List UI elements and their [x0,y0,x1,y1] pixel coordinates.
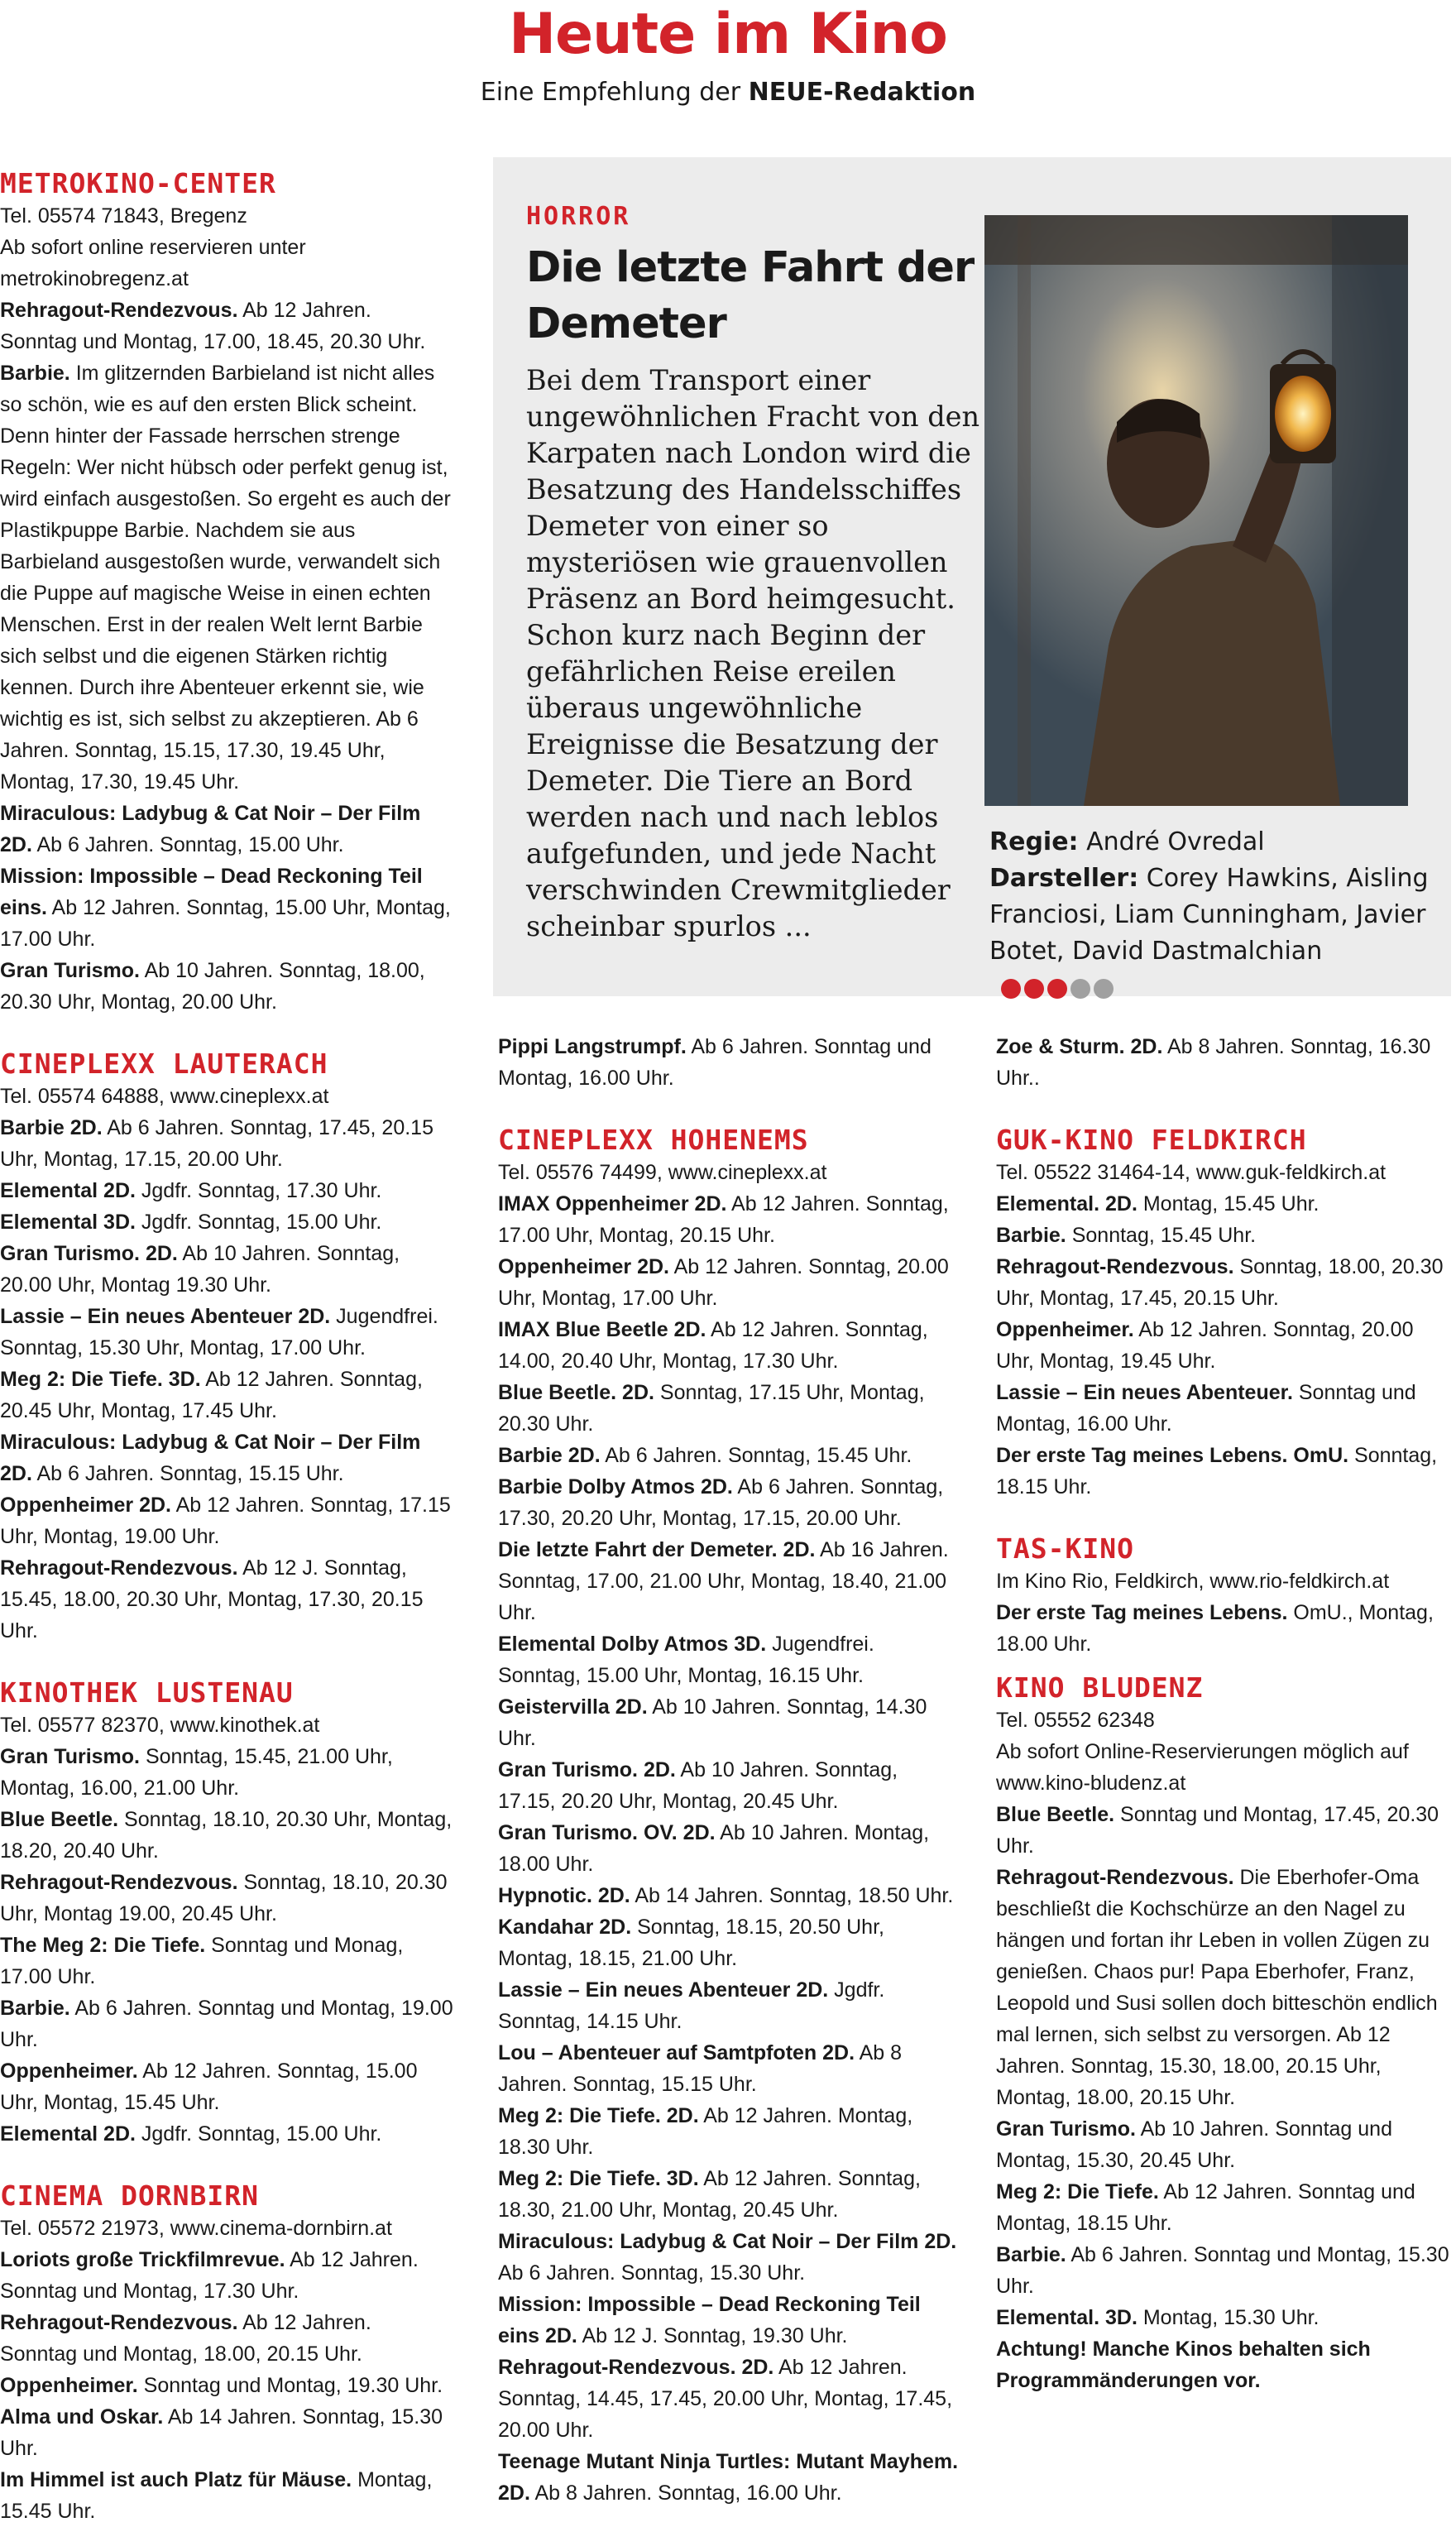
page-subtitle [0,78,1456,107]
film-title: IMAX Oppenheimer 2D. [498,1192,727,1216]
cinema-info: Tel. 05522 31464-14, www.guk-feldkirch.at [996,1161,1387,1184]
film-listing [498,2163,960,2226]
film-title: Elemental 3D. [0,1211,136,1234]
film-title: Elemental. 2D. [996,1192,1138,1216]
film-listing [0,1867,453,1930]
film-details: Montag, 15.30 Uhr. [1137,2306,1320,2329]
film-listing [498,2100,960,2163]
cinema-info: Ab sofort Online-Reservierungen möglich auf www.kino-bludenz.at [996,1740,1409,1795]
cinema-name: METROKINO-CENTER [0,167,276,199]
film-title: Gran Turismo. [0,959,141,982]
film-details: Montag, 15.45 Uhr. [0,2468,433,2523]
film-title: Lassie – Ein neues Abenteuer 2D. [0,1305,331,1328]
darsteller-label: Darsteller: [989,864,1139,893]
film-listing [498,1440,960,1471]
film-details: Sonntag und Monag, 17.00 Uhr. [0,1934,404,1988]
film-title: Lassie – Ein neues Abenteuer 2D. [498,1978,829,2002]
film-details: Ab 12 Jahren. Sonntag, 14.00, 20.40 Uhr, Montag, 17.30 Uhr. [498,1318,928,1373]
film-details: Sonntag, 18.15 Uhr. [996,1444,1438,1498]
film-listing [498,1534,960,1628]
col2-top-entries [498,1031,960,1094]
cinema-info: Tel. 05574 71843, Bregenz [0,204,247,228]
film-listing [0,1427,453,1489]
film-listing [996,1314,1456,1377]
film-title: Elemental 2D. [0,2122,136,2146]
rating-dots [1001,971,1117,1007]
film-listing [498,1911,960,1974]
featured-genre: HORROR [526,202,631,231]
film-listing [0,2118,453,2150]
column-right [996,1031,1456,2396]
film-listing [996,1377,1456,1440]
film-details: Sonntag, 18.10, 20.30 Uhr, Montag 19.00, 20.45 Uhr. [0,1871,448,1925]
film-details: Ab 12 Jahren. Sonntag und Montag, 17.30 Uhr. [0,2248,419,2303]
film-details: Ab 10 Jahren. Sonntag, 14.30 Uhr. [498,1695,927,1750]
col3-top-entries [996,1031,1456,1094]
film-listing [498,1754,960,1817]
film-listing [0,1804,453,1867]
film-details: Jugendfrei. Sonntag, 15.00 Uhr, Montag, 16.15 Uhr. [498,1633,874,1687]
film-title: Geistervilla 2D. [498,1695,648,1719]
film-photo-illustration [984,215,1408,806]
film-details: Ab 6 Jahren. Sonntag, 15.00 Uhr. [31,833,344,856]
film-listing [0,2370,453,2401]
film-listing [498,2037,960,2100]
cinema-name: CINEMA DORNBIRN [0,2179,260,2212]
film-details: Ab 6 Jahren. Sonntag und Montag, 15.30 Uhr. [996,2243,1449,2298]
film-listing [498,1628,960,1691]
film-details: Ab 12 Jahren. Sonntag, 20.00 Uhr, Montag, 19.45 Uhr. [996,1318,1414,1373]
film-details: Ab 14 Jahren. Sonntag, 18.50 Uhr. [630,1884,954,1907]
cinema-lustenau [0,1676,453,2150]
film-title: Oppenheimer 2D. [498,1255,669,1278]
cinema-name: KINO BLUDENZ [996,1671,1204,1704]
film-listing [498,2226,960,2289]
film-details: Ab 10 Jahren. Sonntag und Montag, 15.30, 20.45 Uhr. [996,2117,1392,2172]
film-title: Barbie 2D. [498,1444,601,1467]
film-listing [498,1817,960,1880]
rating-dot-filled [1047,979,1067,999]
film-title: Gran Turismo. [996,2117,1137,2141]
rating-dot-filled [1001,979,1021,999]
film-listing [0,1930,453,1992]
film-listing [498,1691,960,1754]
film-details: Jgdfr. Sonntag, 14.15 Uhr. [498,1978,885,2033]
film-title: Hypnotic. 2D. [498,1884,630,1907]
cinema-lauterach [0,1048,453,1647]
regie-label: Regie: [989,827,1079,856]
film-listing [0,2244,453,2307]
film-details: Ab 12 Jahren. Sonntag, 17.00 Uhr, Montag, 20.15 Uhr. [498,1192,949,1247]
film-details: Sonntag, 18.15, 20.50 Uhr, Montag, 18.15, 21.00 Uhr. [498,1916,884,1970]
featured-film-photo [984,215,1408,806]
featured-credits [989,824,1444,1007]
film-title: Miraculous: Ladybug & Cat Noir – Der Film 2D. [0,1431,421,1485]
film-listing [498,1471,960,1534]
film-details: Sonntag, 18.00, 20.30 Uhr, Montag, 17.45, 20.15 Uhr. [996,1255,1444,1310]
regie-value: André Ovredal [1086,827,1265,856]
program-change-note: Achtung! Manche Kinos behalten sich Programmänderungen vor. [996,2338,1371,2392]
film-details: Sonntag, 15.45, 21.00 Uhr, Montag, 16.00, 21.00 Uhr. [0,1745,393,1800]
film-title: Gran Turismo. 2D. [498,1758,676,1781]
film-details: Sonntag und Montag, 16.00 Uhr. [996,1381,1416,1436]
cinema-info: Ab sofort online reservieren unter metrokinobregenz.at [0,236,306,290]
film-details: Ab 12 Jahren. Sonntag, 18.30, 21.00 Uhr, Montag, 20.45 Uhr. [498,2167,921,2222]
film-title: Rehragout-Rendezvous. [0,2311,238,2334]
film-details: Ab 6 Jahren. Sonntag, 15.45 Uhr. [600,1444,912,1467]
column-left [0,156,453,2527]
film-title: Mission: Impossible – Dead Reckoning Teil eins. [0,865,423,919]
film-details: Montag, 15.45 Uhr. [1137,1192,1320,1216]
cinema-taskino [996,1532,1456,1660]
film-details: Ab 10 Jahren. Sonntag, 20.00 Uhr, Montag 19.30 Uhr. [0,1242,400,1297]
subtitle-bold: NEUE-Redaktion [748,78,976,107]
film-listing [498,1031,960,1094]
film-title: Elemental 2D. [0,1179,136,1202]
subtitle-prefix: Eine Empfehlung der [480,78,749,107]
film-details: Ab 14 Jahren. Sonntag, 15.30 Uhr. [0,2405,443,2460]
film-details: Ab 10 Jahren. Montag, 18.00 Uhr. [498,1821,930,1876]
film-details: Jgdfr. Sonntag, 15.00 Uhr. [135,1211,382,1234]
film-listing [0,2055,453,2118]
film-title: Oppenheimer. [0,2059,138,2083]
film-listing [996,1799,1456,1862]
film-title: Teenage Mutant Ninja Turtles: Mutant Mayhem. 2D. [498,2450,959,2505]
film-listing [996,1031,1456,1094]
film-title: Oppenheimer 2D. [0,1494,171,1517]
film-title: Alma und Oskar. [0,2405,164,2429]
film-listing [498,1974,960,2037]
featured-synopsis: Bei dem Transport einer ungewöhnlichen Fracht von den Karpaten nach London wird die Besatzung des Handelsschiffes Demeter von einer so mysteriösen wie grauenvollen Präsenz an Bord heimgesucht. Schon kurz nach Beginn der gefährlichen Reise ereilen überaus ungewöhnliche Ereignisse die Besatzung der Demeter. Die Tiere an Bord werden nach und nach leblos aufgefunden, und jede Nacht verschwinden Crewmitglieder scheinbar spurlos ... [526,364,980,942]
film-title: Blue Beetle. [0,1808,119,1831]
cinema-name: CINEPLEXX HOHENEMS [498,1124,809,1156]
film-listing [0,1301,453,1364]
film-details: Ab 6 Jahren. Sonntag, 17.45, 20.15 Uhr, Montag, 17.15, 20.00 Uhr. [0,1116,433,1171]
film-listing [0,2307,453,2370]
page-title: Heute im Kino [509,2,947,67]
film-details: Sonntag und Montag, 17.45, 20.30 Uhr. [996,1803,1439,1858]
film-listing [0,1238,453,1301]
cinema-name: CINEPLEXX LAUTERACH [0,1048,328,1080]
film-listing [0,1112,453,1175]
cinema-feldkirch [996,1124,1456,1503]
film-title: Gran Turismo. [0,1745,141,1768]
cinema-metrokino [0,167,453,1018]
film-details: Ab 16 Jahren. Sonntag, 17.00, 21.00 Uhr, Montag, 18.40, 21.00 Uhr. [498,1538,949,1624]
film-details: Ab 12 J. Sonntag, 15.45, 18.00, 20.30 Uhr, Montag, 17.30, 20.15 Uhr. [0,1556,424,1642]
cinema-info: Im Kino Rio, Feldkirch, www.rio-feldkirch.at [996,1570,1390,1593]
film-listing [0,955,453,1018]
film-listing [498,2446,960,2509]
film-title: Barbie. [0,362,70,385]
featured-title: Die letzte Fahrt der Demeter [526,243,975,348]
film-title: IMAX Blue Beetle 2D. [498,1318,706,1341]
film-details: Jgdfr. Sonntag, 15.00 Uhr. [135,2122,382,2146]
film-details: Ab 12 J. Sonntag, 19.30 Uhr. [577,2324,848,2347]
film-title: Lou – Abenteuer auf Samtpfoten 2D. [498,2041,855,2064]
film-title: Meg 2: Die Tiefe. 3D. [0,1368,201,1391]
cinema-info: Tel. 05574 64888, www.cineplexx.at [0,1085,329,1108]
film-details: Sonntag, 15.45 Uhr. [1066,1224,1257,1247]
film-details: Ab 12 Jahren. Sonntag, 15.00 Uhr, Montag, 17.00 Uhr. [0,896,451,951]
film-details: Im glitzernden Barbieland ist nicht alles so schön, wie es auf den ersten Blick scheint. Denn hinter der Fassade herrschen strenge Regeln: Wer nicht hübsch oder perfekt genug ist, wird einfach ausgestoßen. So ergeht es auch der Plastikpuppe Barbie. Nachdem sie aus Barbieland ausgestoßen wurde, verwandelt sich die Puppe auf magische Weise in einen echten Menschen. Erst in der realen Welt lernt Barbie sich selbst und die eigenen Stärken richtig kennen. Durch ihre Abenteuer erkennt sie, wie wichtig es ist, sich selbst zu akzeptieren. Ab 6 Jahren. Sonntag, 15.15, 17.30, 19.45 Uhr, Montag, 17.30, 19.45 Uhr. [0,362,451,794]
cinema-dornbirn [0,2179,453,2527]
film-title: Rehragout-Rendezvous. [996,1866,1234,1889]
film-title: Barbie 2D. [0,1116,103,1139]
cinema-name: KINOTHEK LUSTENAU [0,1676,294,1709]
film-title: Die letzte Fahrt der Demeter. 2D. [498,1538,816,1561]
film-listing [0,1175,453,1206]
film-listing [0,1992,453,2055]
film-title: Rehragout-Rendezvous. [996,1255,1234,1278]
film-title: Elemental. 3D. [996,2306,1138,2329]
film-details: Ab 12 Jahren. Sonntag, 20.00 Uhr, Montag, 17.00 Uhr. [498,1255,949,1310]
film-listing [996,1597,1456,1660]
film-title: Rehragout-Rendezvous. [0,299,238,322]
cinema-bludenz [996,1671,1456,2333]
film-details: Ab 8 Jahren. Sonntag, 15.15 Uhr. [498,2041,903,2096]
film-listing [996,2176,1456,2239]
film-title: Oppenheimer. [0,2374,138,2397]
film-title: Der erste Tag meines Lebens. [996,1601,1288,1624]
film-details: Ab 10 Jahren. Sonntag, 17.15, 20.20 Uhr, Montag, 20.45 Uhr. [498,1758,898,1813]
film-title: Lassie – Ein neues Abenteuer. [996,1381,1293,1404]
film-listing [996,1220,1456,1251]
film-listing [996,2239,1456,2302]
film-title: The Meg 2: Die Tiefe. [0,1934,206,1957]
film-listing [996,2302,1456,2333]
rating-dot-filled [1024,979,1044,999]
cinema-info: Tel. 05576 74499, www.cineplexx.at [498,1161,827,1184]
column-middle [498,1031,960,2509]
film-details: Jugendfrei. Sonntag, 15.30 Uhr, Montag, 17.00 Uhr. [0,1305,438,1359]
film-listing [0,861,453,955]
film-title: Barbie. [996,1224,1066,1247]
film-listing [498,2289,960,2352]
film-title: Miraculous: Ladybug & Cat Noir – Der Film 2D. [0,802,421,856]
film-title: Mission: Impossible – Dead Reckoning Teil eins 2D. [498,2293,921,2347]
film-listing [498,1314,960,1377]
film-details: Ab 6 Jahren. Sonntag, 15.15 Uhr. [31,1462,344,1485]
film-details: Ab 12 Jahren. Sonntag und Montag, 17.00, 18.45, 20.30 Uhr. [0,299,426,353]
film-listing [0,798,453,861]
film-title: Barbie. [0,1997,70,2020]
film-details: Ab 8 Jahren. Sonntag, 16.30 Uhr.. [996,1035,1431,1090]
film-listing [996,1440,1456,1503]
film-listing [498,1251,960,1314]
film-title: Miraculous: Ladybug & Cat Noir – Der Film 2D. [498,2230,957,2253]
film-details: Ab 6 Jahren. Sonntag, 15.30 Uhr. [498,2261,806,2285]
film-details: Ab 6 Jahren. Sonntag und Montag, 16.00 Uhr. [498,1035,932,1090]
film-details: Ab 8 Jahren. Sonntag, 16.00 Uhr. [529,2481,842,2505]
film-listing [0,1741,453,1804]
film-listing [996,1862,1456,2113]
cinema-info: Tel. 05552 62348 [996,1709,1155,1732]
film-title: Blue Beetle. 2D. [498,1381,654,1404]
film-details: Ab 12 Jahren. Sonntag, 15.00 Uhr, Montag, 15.45 Uhr. [0,2059,418,2114]
film-title: Rehragout-Rendezvous. [0,1871,238,1894]
film-title: Zoe & Sturm. 2D. [996,1035,1163,1058]
film-title: Rehragout-Rendezvous. [0,1556,238,1580]
film-details: Sonntag, 18.10, 20.30 Uhr, Montag, 18.20, 20.40 Uhr. [0,1808,453,1863]
film-title: Pippi Langstrumpf. [498,1035,687,1058]
film-listing [0,1206,453,1238]
film-details: Jgdfr. Sonntag, 17.30 Uhr. [135,1179,382,1202]
cinema-info: Tel. 05577 82370, www.kinothek.at [0,1714,320,1737]
film-details: Sonntag, 17.15 Uhr, Montag, 20.30 Uhr. [498,1381,925,1436]
film-details: Ab 6 Jahren. Sonntag und Montag, 19.00 Uhr. [0,1997,453,2051]
film-listing [0,2401,453,2464]
film-listing [498,1880,960,1911]
rating-dot-empty [1070,979,1090,999]
film-details: Die Eberhofer-Oma beschließt die Kochschürze an den Nagel zu hängen und fortan ihr Leben in vollen Zügen zu genießen. Chaos pur! Papa Eberhofer, Franz, Leopold und Susi sollen doch bitteschön endlich mal lernen, sich selbst zu versorgen. Ab 12 Jahren. Sonntag, 15.30, 18.00, 20.15 Uhr, Montag, 18.00, 20.15 Uhr. [996,1866,1438,2109]
cinema-name: TAS-KINO [996,1532,1134,1565]
film-listing [0,295,453,357]
rating-dot-empty [1094,979,1114,999]
film-title: Meg 2: Die Tiefe. 2D. [498,2104,699,2127]
film-listing [996,1188,1456,1220]
film-title: Loriots große Trickfilmrevue. [0,2248,285,2271]
film-listing [0,1552,453,1647]
film-details: Ab 12 Jahren. Sonntag und Montag, 18.15 Uhr. [996,2180,1415,2235]
film-details: Ab 12 Jahren. Montag, 18.30 Uhr. [498,2104,913,2159]
film-listing [996,2113,1456,2176]
film-title: Der erste Tag meines Lebens. OmU. [996,1444,1349,1467]
film-title: Blue Beetle. [996,1803,1115,1826]
darsteller-value: Corey Hawkins, Aisling Franciosi, Liam Cunningham, Javier Botet, David Dastmalchian [989,864,1429,966]
film-details: Ab 12 Jahren. Sonntag, 17.15 Uhr, Montag, 19.00 Uhr. [0,1494,451,1548]
film-details: Sonntag und Montag, 19.30 Uhr. [137,2374,443,2397]
film-listing [0,357,453,798]
film-details: Ab 12 Jahren. Sonntag, 20.45 Uhr, Montag, 17.45 Uhr. [0,1368,423,1422]
film-title: Meg 2: Die Tiefe. [996,2180,1159,2203]
film-details: Ab 10 Jahren. Sonntag, 18.00, 20.30 Uhr, Montag, 20.00 Uhr. [0,959,425,1014]
cinema-name: GUK-KINO FELDKIRCH [996,1124,1307,1156]
film-listing [0,1489,453,1552]
cinema-hohenems [498,1124,960,2509]
film-title: Barbie Dolby Atmos 2D. [498,1475,733,1498]
film-listing [0,1364,453,1427]
film-title: Kandahar 2D. [498,1916,632,1939]
film-listing [498,1188,960,1251]
featured-film-box [493,157,1451,996]
cinema-info: Tel. 05572 21973, www.cinema-dornbirn.at [0,2217,392,2240]
film-details: Ab 12 Jahren. Sonntag und Montag, 18.00, 20.15 Uhr. [0,2311,371,2366]
film-details: OmU., Montag, 18.00 Uhr. [996,1601,1434,1656]
film-listing [996,1251,1456,1314]
film-listing [0,2464,453,2527]
film-title: Rehragout-Rendezvous. 2D. [498,2356,774,2379]
film-listing [498,1377,960,1440]
film-title: Im Himmel ist auch Platz für Mäuse. [0,2468,352,2491]
film-title: Gran Turismo. OV. 2D. [498,1821,716,1844]
film-title: Barbie. [996,2243,1066,2266]
film-details: Ab 6 Jahren. Sonntag, 17.30, 20.20 Uhr, Montag, 17.15, 20.00 Uhr. [498,1475,944,1530]
film-title: Meg 2: Die Tiefe. 3D. [498,2167,699,2190]
film-title: Elemental Dolby Atmos 3D. [498,1633,767,1656]
film-listing [498,2352,960,2446]
film-title: Oppenheimer. [996,1318,1134,1341]
film-details: Ab 12 Jahren. Sonntag, 14.45, 17.45, 20.00 Uhr, Montag, 17.45, 20.00 Uhr. [498,2356,953,2442]
film-title: Gran Turismo. 2D. [0,1242,178,1265]
